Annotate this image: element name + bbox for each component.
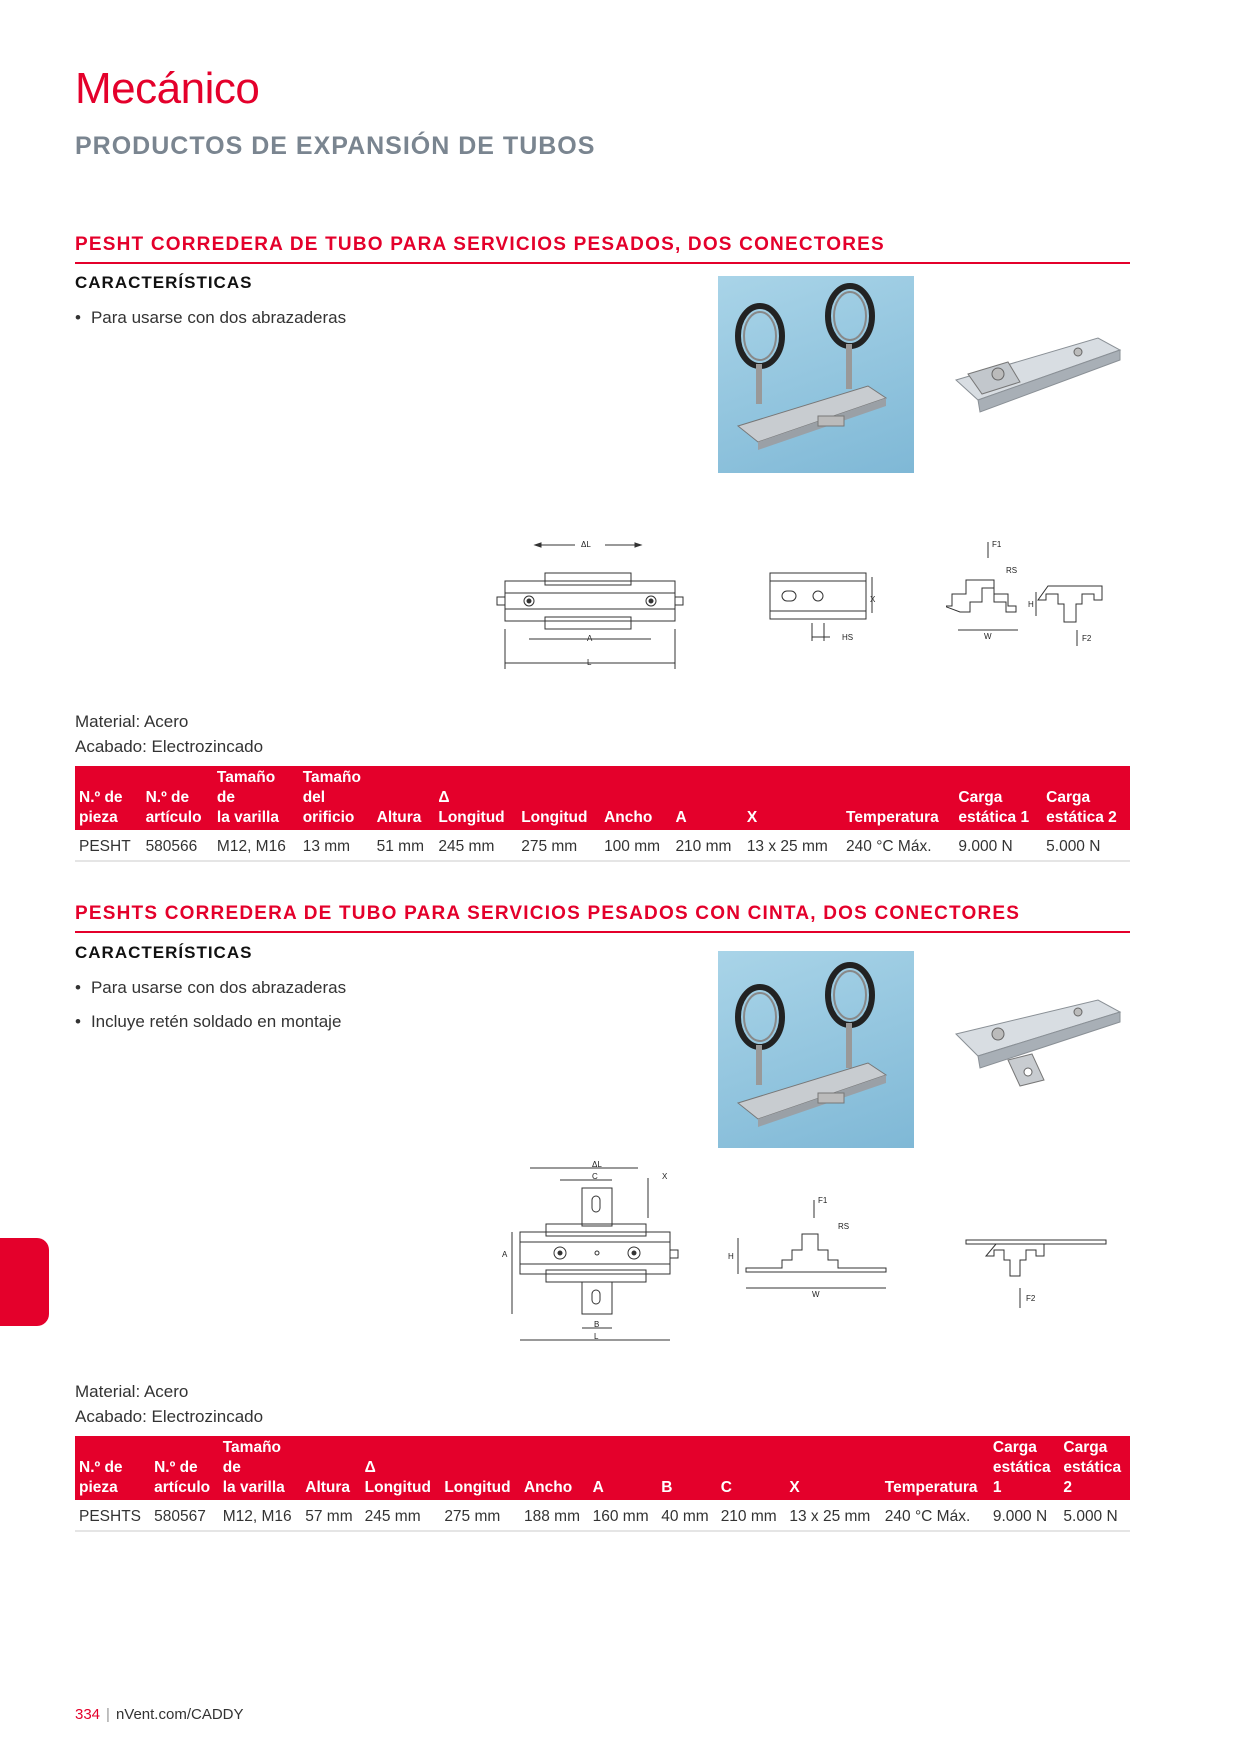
table-cell: PESHT <box>75 830 142 861</box>
column-header-line: Longitud <box>444 1479 511 1496</box>
features-heading: CARACTERÍSTICAS <box>75 273 253 292</box>
page-subtitle: PRODUCTOS DE EXPANSIÓN DE TUBOS <box>75 132 596 160</box>
table-cell: M12, M16 <box>213 830 299 861</box>
dim-label-b: B <box>594 1320 600 1329</box>
column-header-line: 2 <box>1063 1479 1073 1496</box>
column-header-line: A <box>675 809 687 826</box>
column-header <box>517 766 600 830</box>
column-header-line: estática 1 <box>958 809 1030 826</box>
table-cell: 57 mm <box>301 1500 360 1531</box>
column-header-line: Longitud <box>521 809 588 826</box>
column-header <box>657 1436 716 1500</box>
technical-drawing-pesht-top <box>495 537 695 677</box>
column-header <box>954 766 1042 830</box>
column-header-line: de <box>222 1459 241 1476</box>
dim-label-l: L <box>587 658 592 667</box>
table-header-row <box>75 1436 1130 1500</box>
technical-drawing-pesht-side <box>760 567 880 657</box>
dim-label-delta-l: ΔL <box>592 1160 602 1169</box>
table-cell: 210 mm <box>671 830 742 861</box>
material-text: Material: Acero <box>75 1382 189 1401</box>
force-label-f2: F2 <box>1082 634 1092 643</box>
column-header-line: B <box>661 1479 673 1496</box>
column-header <box>213 766 299 830</box>
table-cell: 240 °C Máx. <box>842 830 954 861</box>
column-header-line: Longitud <box>364 1479 431 1496</box>
dim-label-delta-l: ΔL <box>581 540 591 549</box>
dim-label-hs: HS <box>842 633 854 642</box>
spec-table-pesht-wrapper <box>75 766 1130 862</box>
table-row <box>75 830 1130 861</box>
column-header-line: Altura <box>305 1479 351 1496</box>
column-header-line: Ancho <box>604 809 653 826</box>
technical-drawing-peshts-profile <box>726 1196 896 1306</box>
table-cell: 13 mm <box>299 830 373 861</box>
column-header <box>1042 766 1130 830</box>
column-header <box>600 766 671 830</box>
dim-label-l: L <box>594 1332 599 1341</box>
table-cell: 160 mm <box>589 1500 658 1531</box>
column-header <box>361 1436 441 1500</box>
feature-item: • Para usarse con dos abrazaderas <box>75 308 346 328</box>
column-header-line: C <box>720 1479 732 1496</box>
dim-label-a: A <box>587 634 593 643</box>
column-header-line: la varilla <box>216 809 279 826</box>
column-header-line: Tamaño <box>216 769 276 786</box>
material-text: Material: Acero <box>75 712 189 731</box>
column-header-line: estática <box>992 1459 1051 1476</box>
column-header-line: Carga <box>958 789 1003 806</box>
column-header-line: la varilla <box>222 1479 285 1496</box>
dim-label-a: A <box>502 1250 508 1259</box>
column-header <box>743 766 842 830</box>
dim-label-x: X <box>870 595 876 604</box>
column-header <box>299 766 373 830</box>
dim-label-x: X <box>662 1172 668 1181</box>
column-header <box>150 1436 219 1500</box>
dim-label-h: H <box>728 1252 734 1261</box>
section-title-peshts: PESHTS CORREDERA DE TUBO PARA SERVICIOS PESADOS CON CINTA, DOS CONECTORES <box>75 903 1130 933</box>
table-cell: 9.000 N <box>989 1500 1060 1531</box>
features-heading: CARACTERÍSTICAS <box>75 943 253 962</box>
column-header-line: Temperatura <box>846 809 939 826</box>
force-label-f1: F1 <box>818 1196 828 1205</box>
column-header-line: Temperatura <box>884 1479 978 1496</box>
dim-label-rs: RS <box>838 1222 850 1231</box>
table-cell: 240 °C Máx. <box>881 1500 989 1531</box>
product-photo-peshts-assembly <box>718 951 914 1148</box>
column-header-line: del <box>302 789 326 806</box>
table-cell: 5.000 N <box>1059 1500 1130 1531</box>
column-header-line: pieza <box>79 809 118 826</box>
page-number: 334 <box>75 1706 101 1723</box>
force-label-f2: F2 <box>1026 1294 1036 1303</box>
table-cell: PESHTS <box>75 1500 150 1531</box>
table-cell: 40 mm <box>657 1500 716 1531</box>
table-cell: 100 mm <box>600 830 671 861</box>
column-header-line: Δ <box>364 1459 376 1476</box>
finish-text: Acabado: Electrozincado <box>75 1407 264 1426</box>
spec-table-peshts <box>75 1436 1130 1532</box>
column-header <box>785 1436 880 1500</box>
dim-label-h: H <box>1028 600 1034 609</box>
table-cell: 275 mm <box>517 830 600 861</box>
section-side-tab <box>0 1238 49 1326</box>
table-cell: M12, M16 <box>219 1500 302 1531</box>
column-header-line: N.º de <box>145 789 190 806</box>
spec-table-pesht <box>75 766 1130 862</box>
technical-drawing-peshts-top <box>498 1158 698 1353</box>
column-header <box>520 1436 589 1500</box>
column-header <box>1059 1436 1130 1500</box>
column-header-line: artículo <box>145 809 202 826</box>
page-title: Mecánico <box>75 64 260 113</box>
column-header-line: artículo <box>154 1479 211 1496</box>
table-cell: 580566 <box>142 830 213 861</box>
table-cell: 5.000 N <box>1042 830 1130 861</box>
column-header-line: Tamaño <box>302 769 361 786</box>
table-cell: 275 mm <box>440 1500 520 1531</box>
column-header-line: 1 <box>992 1479 1002 1496</box>
table-header-row <box>75 766 1130 830</box>
table-cell: 9.000 N <box>954 830 1042 861</box>
table-cell: 245 mm <box>434 830 517 861</box>
column-header <box>219 1436 302 1500</box>
dim-label-w: W <box>812 1290 820 1299</box>
column-header-line: Carga <box>1046 789 1091 806</box>
column-header <box>373 766 435 830</box>
spec-table-peshts-wrapper <box>75 1436 1130 1532</box>
footer-site-link[interactable]: nVent.com/CADDY <box>115 1706 244 1723</box>
column-header-line: Carga <box>992 1439 1037 1456</box>
product-photo-pesht-assembly <box>718 276 914 473</box>
column-header <box>142 766 213 830</box>
feature-item: • Para usarse con dos abrazaderas <box>75 978 346 998</box>
column-header-line: estática 2 <box>1046 809 1117 826</box>
column-header <box>75 1436 150 1500</box>
table-cell: 210 mm <box>717 1500 786 1531</box>
column-header-line: de <box>216 789 236 806</box>
column-header <box>671 766 742 830</box>
column-header <box>842 766 954 830</box>
column-header-line: Longitud <box>438 809 505 826</box>
column-header-line: N.º de <box>79 789 123 806</box>
column-header-line: Tamaño <box>222 1439 282 1456</box>
column-header-line: Ancho <box>523 1479 573 1496</box>
column-header <box>434 766 517 830</box>
page-footer <box>75 1706 244 1723</box>
column-header-line: Carga <box>1063 1439 1108 1456</box>
column-header-line: Altura <box>376 809 422 826</box>
technical-drawing-pesht-profile <box>946 540 1126 650</box>
dim-label-rs: RS <box>1006 566 1018 575</box>
table-cell: 51 mm <box>373 830 435 861</box>
dim-label-c: C <box>592 1172 598 1181</box>
table-row <box>75 1500 1130 1531</box>
column-header <box>589 1436 658 1500</box>
column-header <box>989 1436 1060 1500</box>
table-cell: 13 x 25 mm <box>743 830 842 861</box>
column-header <box>440 1436 520 1500</box>
technical-drawing-peshts-inverted <box>962 1236 1112 1316</box>
section-title-pesht: PESHT CORREDERA DE TUBO PARA SERVICIOS PESADOS, DOS CONECTORES <box>75 234 1130 264</box>
footer-separator: | <box>106 1706 110 1723</box>
force-label-f1: F1 <box>992 540 1002 549</box>
table-cell: 188 mm <box>520 1500 589 1531</box>
column-header-line: orificio <box>302 809 355 826</box>
column-header <box>881 1436 989 1500</box>
column-header-line: X <box>746 809 758 826</box>
dim-label-w: W <box>984 632 992 641</box>
column-header-line: N.º de <box>154 1459 198 1476</box>
column-header <box>301 1436 360 1500</box>
column-header-line: X <box>789 1479 800 1496</box>
column-header-line: estática <box>1063 1459 1122 1476</box>
table-cell: 245 mm <box>361 1500 441 1531</box>
column-header-line: N.º de <box>79 1459 123 1476</box>
column-header <box>75 766 142 830</box>
product-photo-peshts-slide <box>948 994 1124 1094</box>
product-photo-pesht-slide <box>948 330 1124 422</box>
column-header-line: Δ <box>438 789 450 806</box>
column-header-line: A <box>592 1479 604 1496</box>
feature-item: • Incluye retén soldado en montaje <box>75 1012 341 1032</box>
column-header-line: pieza <box>79 1479 118 1496</box>
column-header <box>717 1436 786 1500</box>
table-cell: 580567 <box>150 1500 219 1531</box>
table-cell: 13 x 25 mm <box>785 1500 880 1531</box>
finish-text: Acabado: Electrozincado <box>75 737 264 756</box>
